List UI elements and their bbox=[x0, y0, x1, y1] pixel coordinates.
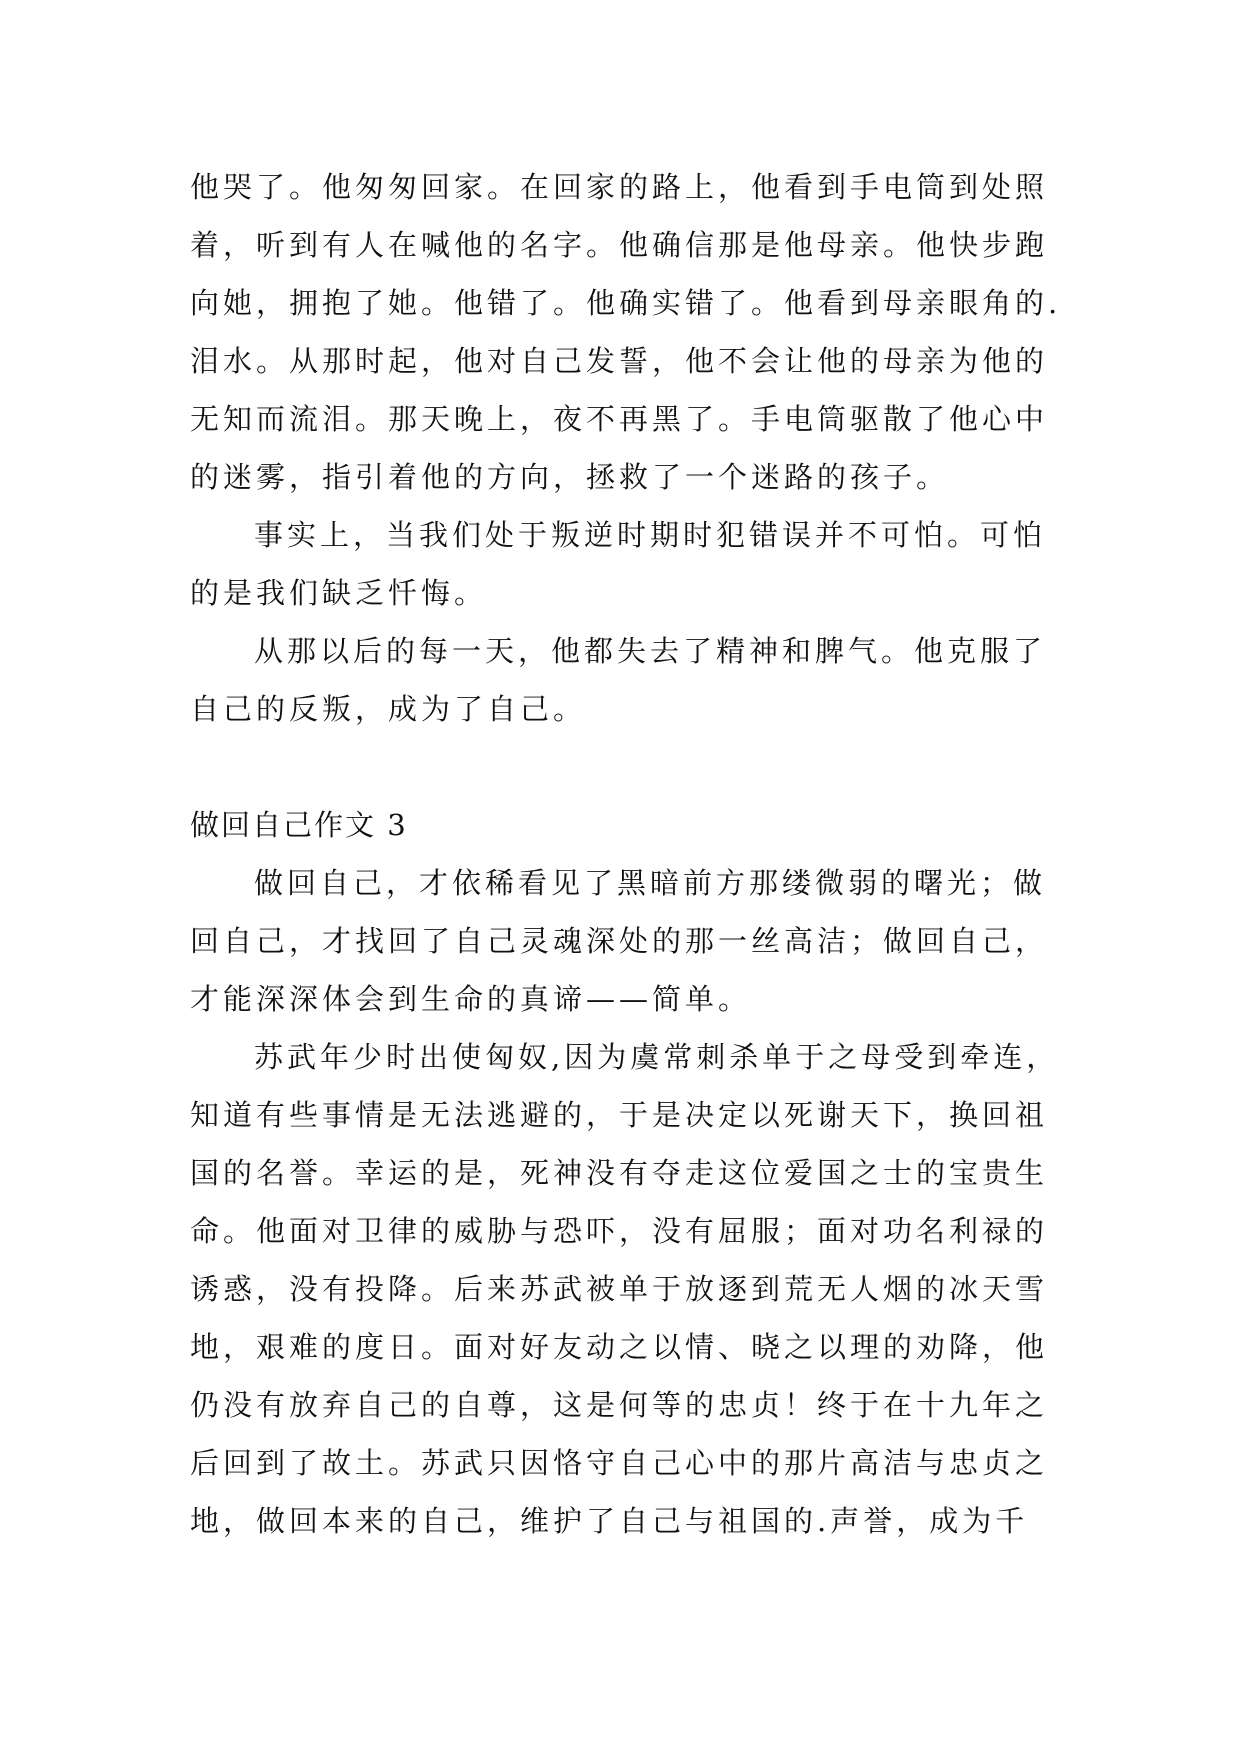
paragraph-su-wu bbox=[190, 1028, 1060, 1550]
text-line: 的迷雾，指引着他的方向，拯救了一个迷路的孩子。 bbox=[190, 460, 950, 494]
text-line: 诱惑，没有投降。后来苏武被单于放逐到荒无人烟的冰天雪 bbox=[190, 1272, 1049, 1306]
text-line: 才能深深体会到生命的真谛——简单。 bbox=[190, 982, 752, 1016]
essay-heading: 做回自己作文 3 bbox=[190, 808, 408, 842]
text-line: 的是我们缺乏忏悔。 bbox=[190, 576, 488, 610]
text-line: 他哭了。他匆匆回家。在回家的路上，他看到手电筒到处照 bbox=[190, 170, 1049, 204]
paragraph-story-end bbox=[190, 158, 1062, 506]
section-spacer bbox=[190, 738, 1056, 796]
text-line: 从那以后的每一天，他都失去了精神和脾气。他克服了 bbox=[254, 634, 1047, 668]
text-line: 泪水。从那时起，他对自己发誓，他不会让他的母亲为他的 bbox=[190, 344, 1049, 378]
text-line: 地，做回本来的自己，维护了自己与祖国的.声誉，成为千 bbox=[190, 1504, 1029, 1538]
text-line: 做回自己，才依稀看见了黑暗前方那缕微弱的曙光；做 bbox=[254, 866, 1047, 900]
text-line: 知道有些事情是无法逃避的，于是决定以死谢天下，换回祖 bbox=[190, 1098, 1049, 1132]
paragraph-rebellion bbox=[190, 506, 1056, 622]
text-line: 后回到了故土。苏武只因恪守自己心中的那片高洁与忠贞之 bbox=[190, 1446, 1049, 1480]
text-line: 命。他面对卫律的威胁与恐吓，没有屈服；面对功名利禄的 bbox=[190, 1214, 1049, 1248]
text-line: 事实上，当我们处于叛逆时期时犯错误并不可怕。可怕 bbox=[254, 518, 1047, 552]
text-line: 国的名誉。幸运的是，死神没有夺走这位爱国之士的宝贵生 bbox=[190, 1156, 1049, 1190]
text-line: 着，听到有人在喊他的名字。他确信那是他母亲。他快步跑 bbox=[190, 228, 1049, 262]
text-line: 无知而流泪。那天晚上，夜不再黑了。手电筒驱散了他心中 bbox=[190, 402, 1049, 436]
text-line: 地，艰难的度日。面对好友动之以情、晓之以理的劝降，他 bbox=[190, 1330, 1049, 1364]
text-line: 自己的反叛，成为了自己。 bbox=[190, 692, 587, 726]
text-line: 苏武年少时出使匈奴,因为虞常刺杀单于之母受到牵连， bbox=[254, 1040, 1060, 1074]
paragraph-be-yourself bbox=[190, 854, 1056, 1028]
text-line: 回自己，才找回了自己灵魂深处的那一丝高洁；做回自己， bbox=[190, 924, 1049, 958]
paragraph-overcome bbox=[190, 622, 1056, 738]
text-line: 仍没有放弃自己的自尊，这是何等的忠贞！终于在十九年之 bbox=[190, 1388, 1049, 1422]
document-body bbox=[190, 158, 1062, 1550]
text-line: 向她，拥抱了她。他错了。他确实错了。他看到母亲眼角的. bbox=[190, 286, 1062, 320]
